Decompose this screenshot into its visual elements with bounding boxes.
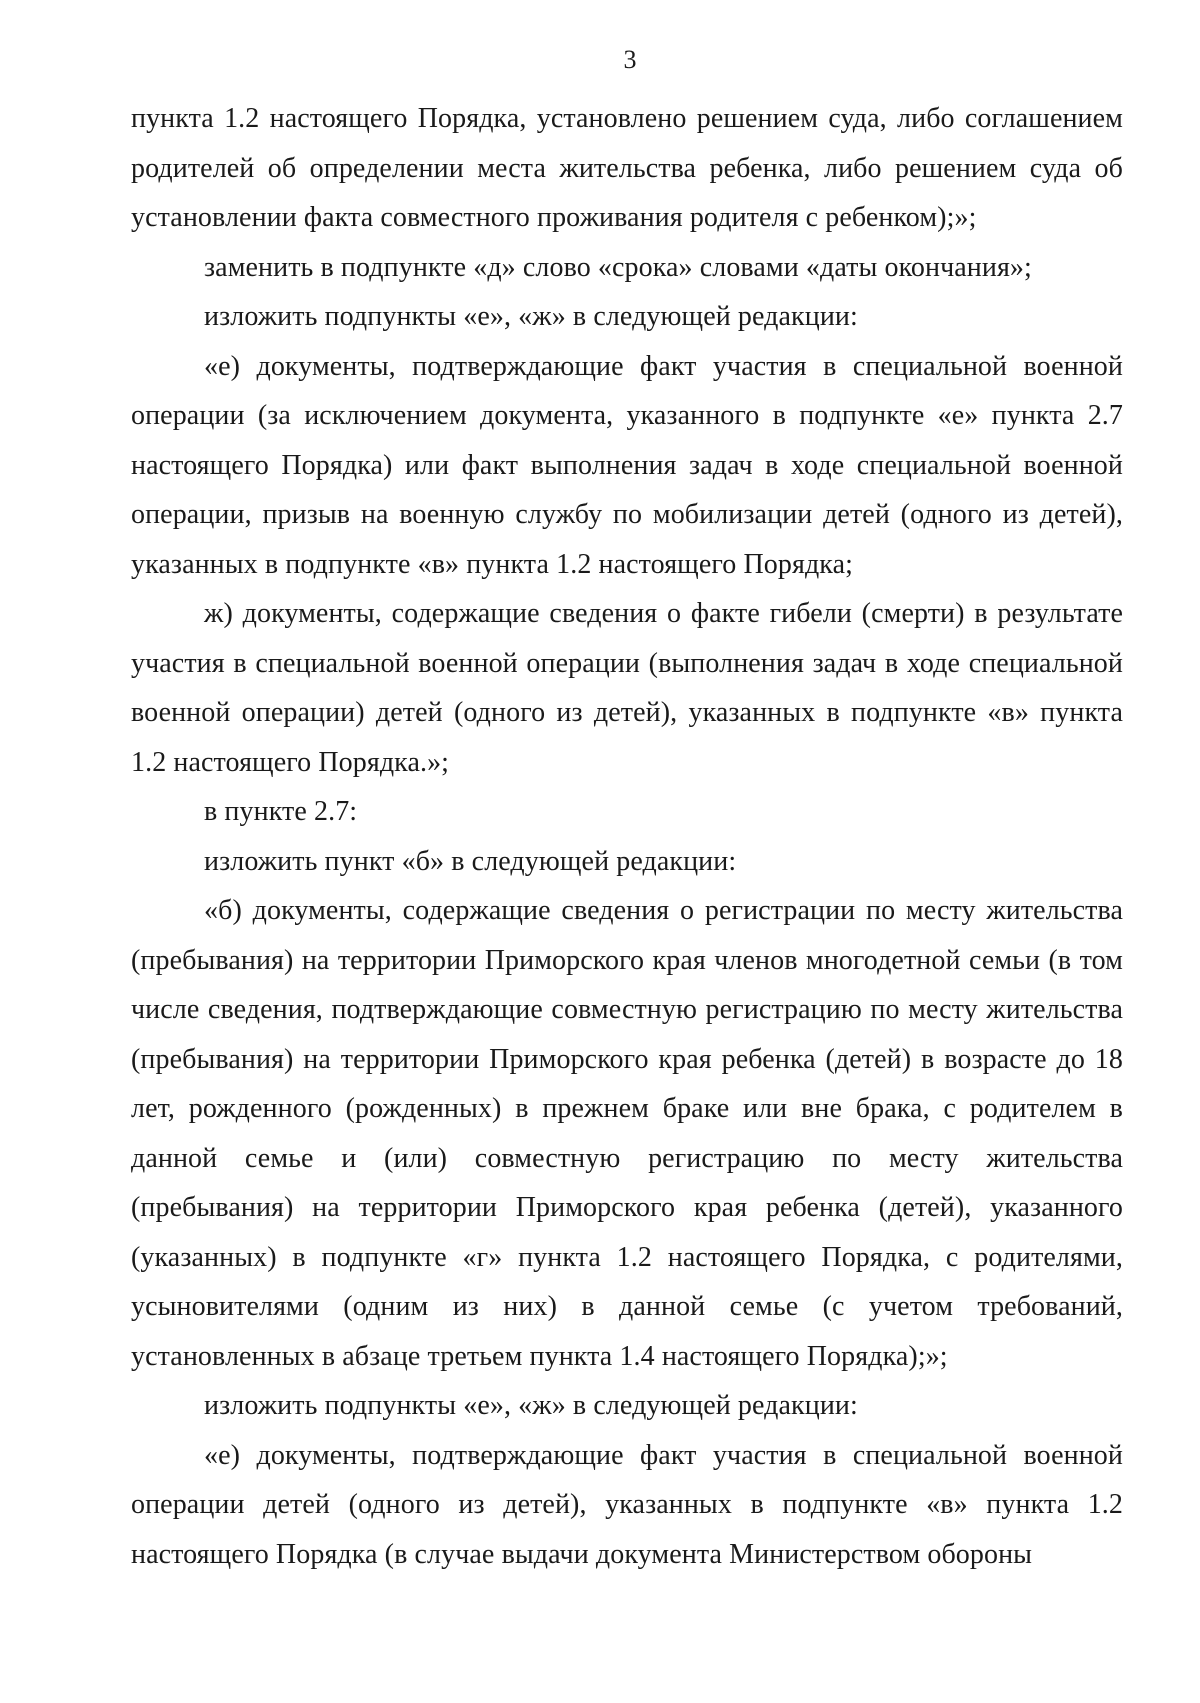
paragraph-restate-subitems: изложить подпункты «е», «ж» в следующей редакции:: [204, 301, 858, 332]
page-number: 3: [623, 45, 637, 74]
paragraph-item-b: «б) документы, содержащие сведения о регистрации по месту жительства (пребывания) на территории Приморского края членов многодетной семьи (в том числе сведения, подтверждающие совместную регистрацию по месту жительства (пребывания) на территории Приморского края ребенка (детей) в возрасте до 18 лет, рожденного (рожденных) в прежнем браке или вне брака, с родителем в данной семье и (или) совместную регистрацию по месту жительства (пребывания) на территории Приморского края ребенка (детей), указанного (указанных) в подпункте «г» пункта 1.2 настоящего Порядка, с родителями, усыновителями (одним из них) в данной семье (с учетом требований, установленных в абзаце третьем пункта 1.4 настоящего Порядка);»;: [131, 895, 1123, 1372]
paragraph-subitem-zh: ж) документы, содержащие сведения о факте гибели (смерти) в результате участия в специальной военной операции (выполнения задач в ходе специальной военной операции) детей (одного из детей), указанных в подпункте «в» пункта 1.2 настоящего Порядка.»;: [131, 598, 1123, 778]
paragraph-restate-subitems-2: изложить подпункты «е», «ж» в следующей редакции:: [204, 1390, 858, 1421]
paragraph-restate-item-b: изложить пункт «б» в следующей редакции:: [204, 845, 737, 877]
document-body: [131, 94, 1123, 1579]
paragraph-replace-term: заменить в подпункте «д» слово «срока» словами «даты окончания»;: [204, 251, 1032, 283]
paragraph-clause-2-7: в пункте 2.7:: [204, 796, 358, 827]
paragraph-subitem-e-2: «е) документы, подтверждающие факт участия в специальной военной операции детей (одного из детей), указанных в подпункте «в» пункта 1.2 настоящего Порядка (в случае выдачи документа Министерством обороны: [131, 1439, 1123, 1570]
paragraph-continuation: пункта 1.2 настоящего Порядка, установлено решением суда, либо соглашением родителей об определении места жительства ребенка, либо решением суда об установлении факта совместного проживания родителя с ребенком);»;: [131, 103, 1123, 233]
paragraph-subitem-e: «е) документы, подтверждающие факт участия в специальной военной операции (за исключением документа, указанного в подпункте «е» пункта 2.7 настоящего Порядка) или факт выполнения задач в ходе специальной военной операции, призыв на военную службу по мобилизации детей (одного из детей), указанных в подпункте «в» пункта 1.2 настоящего Порядка;: [131, 350, 1123, 580]
